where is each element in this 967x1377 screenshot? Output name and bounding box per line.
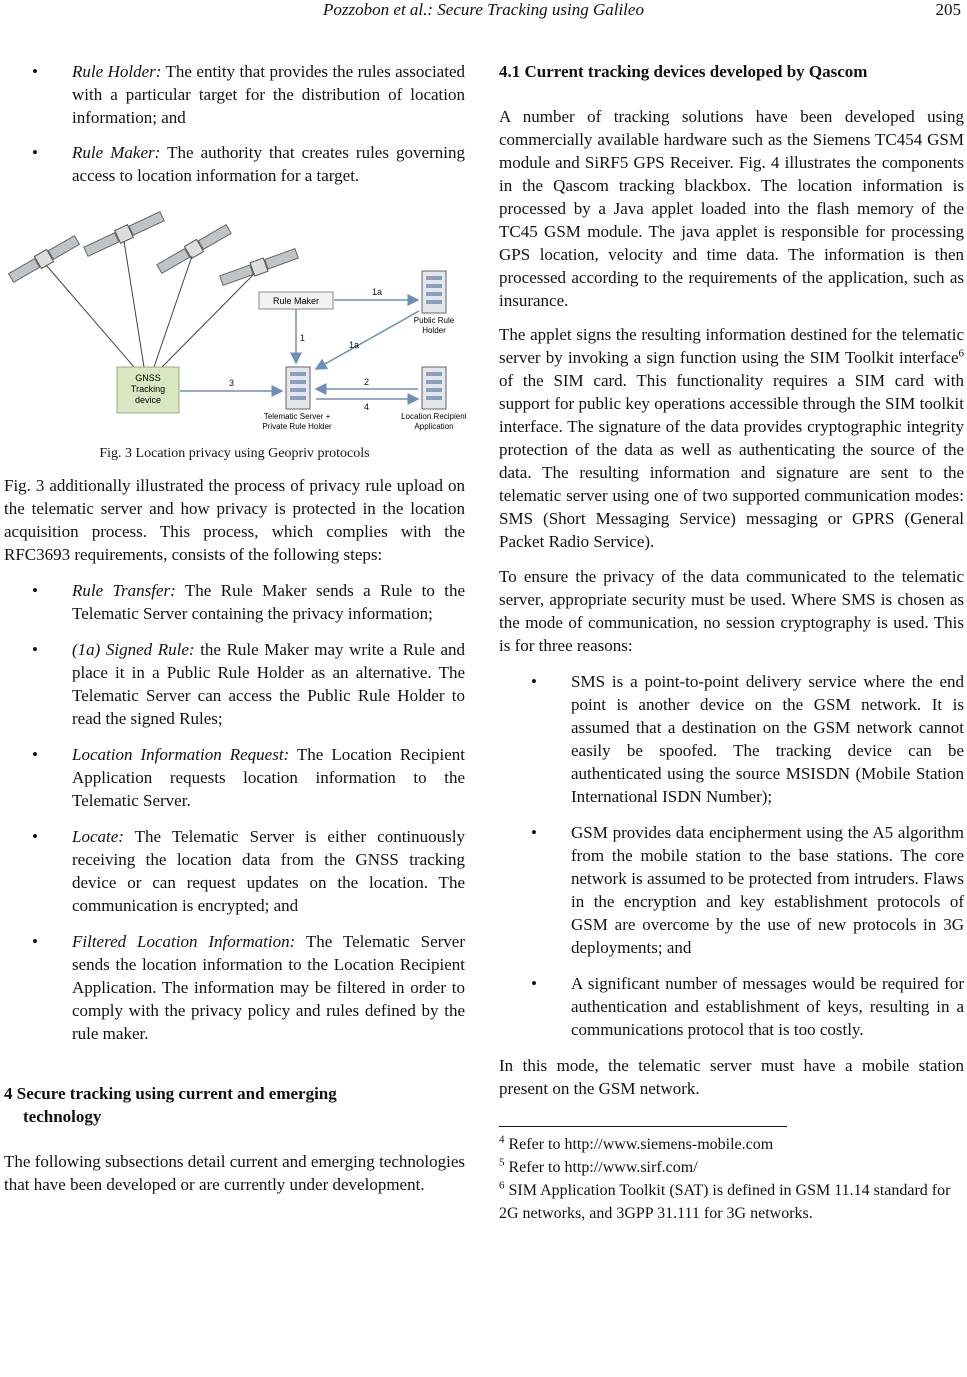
paragraph: To ensure the privacy of the data communicated to the telematic server, appropriate security must be used. Where SMS is chosen as the mode of communication, no session cryptography is used. This is for three reasons: <box>499 567 964 655</box>
gnss-label: device <box>134 395 162 405</box>
term: Rule Holder: <box>72 62 162 81</box>
arrow-label: 1a <box>372 287 383 297</box>
recipient-label: Location Recipient <box>401 412 466 421</box>
footnote-text: SIM Application Toolkit (SAT) is defined in GSM 11.14 standard for 2G networks, and 3GPP 31.111 for 3G networks. <box>499 1182 951 1222</box>
steps-list <box>4 579 465 1045</box>
right-column <box>499 60 964 1225</box>
server-icon <box>422 271 446 313</box>
satellite-icon <box>156 223 232 275</box>
arrow-label: 4 <box>364 402 370 412</box>
bullet-icon: • <box>32 932 38 951</box>
public-holder-label: Public Rule <box>413 316 455 325</box>
paragraph: Fig. 3 additionally illustrated the process of privacy rule upload on the telematic server and how privacy is protected in the location acquisition process. This process, which complies with the RFC3693 requirements, consists of the following steps: <box>4 476 465 564</box>
page-number: 205 <box>935 0 961 19</box>
footnote <box>499 1179 964 1225</box>
rule-maker-label: Rule Maker <box>272 296 320 306</box>
paragraph: In this mode, the telematic server must have a mobile station present on the GSM network. <box>499 1056 964 1098</box>
list-item <box>4 930 465 1045</box>
running-header <box>0 0 967 22</box>
definition: The Location Recipient Application requests location information to the Telematic Server. <box>72 745 465 810</box>
list-item <box>4 579 465 625</box>
recipient-label: Application <box>414 422 454 431</box>
running-title: Pozzobon et al.: Secure Tracking using Galileo <box>323 0 644 19</box>
figure-3-diagram <box>4 199 466 439</box>
arrow-label: 3 <box>229 378 235 388</box>
paragraph <box>499 323 964 553</box>
list-item <box>499 670 964 808</box>
footnote <box>499 1156 964 1179</box>
list-item <box>4 743 465 812</box>
definition: The entity that provides the rules associated with a particular target for the distribution of location information; and <box>72 62 465 127</box>
satellite-icon <box>8 234 81 284</box>
footnote-ref: 6 <box>958 347 964 360</box>
term: Filtered Location Information: <box>72 932 296 951</box>
arrow-label: 1a <box>349 340 360 350</box>
list-item-text: SMS is a point-to-point delivery service where the end point is another device on the GSM network. It is assumed that a destination on the GSM network cannot easily be spoofed. The tracking device can be authenticated using the source MSISDN (Mobile Station International ISDN Number); <box>571 672 964 806</box>
bullet-icon: • <box>32 827 38 846</box>
footnote <box>499 1133 964 1156</box>
left-column <box>4 60 465 1196</box>
footnote-number: 6 <box>499 1179 505 1192</box>
definition: the Rule Maker may write a Rule and place it in a Public Rule Holder as an alternative. The Telematic Server can access the Public Rule Holder to read the signed Rules; <box>72 640 466 728</box>
geopriv-diagram <box>4 199 466 439</box>
term: Rule Transfer: <box>72 581 176 600</box>
definition: The Telematic Server sends the location information to the Location Recipient Application. The information may be filtered in order to comply with the privacy policy and rules defined by the rule maker. <box>72 932 465 1043</box>
signal-lines <box>46 241 254 367</box>
paragraph: A number of tracking solutions have been developed using commercially available hardware such as the Siemens TC454 GSM module and SiRF5 GPS Receiver. Fig. 4 illustrates the components in the Qascom tracking blackbox. The location information is processed by a Java applet loaded into the flash memory of the TC45 GSM module. The java applet is responsible for processing GPS location, velocity and time data. The information is then processed according to the requirements of the application, such as insurance. <box>499 107 964 310</box>
definition: The Telematic Server is either continuously receiving the location data from the GNSS tracking device or can request updates on the location. The communication is encrypted; and <box>72 827 465 915</box>
footnote-text: Refer to http://www.sirf.com/ <box>504 1159 698 1176</box>
public-holder-label: Holder <box>422 326 446 335</box>
server-icon <box>422 367 446 409</box>
telematic-label: Telematic Server + <box>263 412 331 421</box>
list-item <box>4 60 465 129</box>
satellite-icon <box>219 247 299 288</box>
arrow-label: 1 <box>300 333 306 343</box>
satellite-icon <box>83 210 165 258</box>
list-item <box>4 141 465 187</box>
telematic-label: Private Rule Holder <box>262 422 332 431</box>
list-item <box>4 825 465 917</box>
term: Locate: <box>72 827 124 846</box>
bullet-icon: • <box>32 640 38 659</box>
term: Location Information Request: <box>72 745 290 764</box>
term: Rule Maker: <box>72 143 161 162</box>
arrow-label: 2 <box>364 377 370 387</box>
paragraph: The following subsections detail current and emerging technologies that have been developed or are currently under development. <box>4 1152 465 1194</box>
definition: The Rule Maker sends a Rule to the Telematic Server containing the privacy information; <box>72 581 465 623</box>
list-item <box>499 972 964 1041</box>
bullet-icon: • <box>531 672 537 691</box>
bullet-icon: • <box>32 62 38 81</box>
definition: The authority that creates rules governing access to location information for a target. <box>72 143 465 185</box>
footnote-divider <box>499 1126 787 1127</box>
list-item <box>499 821 964 959</box>
bullet-icon: • <box>32 581 38 600</box>
list-item <box>4 638 465 730</box>
footnote-text: Refer to http://www.siemens-mobile.com <box>504 1136 774 1153</box>
footnotes <box>499 1133 964 1225</box>
bullet-icon: • <box>531 823 537 842</box>
term: (1a) Signed Rule: <box>72 640 195 659</box>
server-icon <box>286 367 310 409</box>
gnss-label: Tracking <box>130 384 166 394</box>
footnote-number: 5 <box>499 1156 505 1169</box>
bullet-icon: • <box>32 745 38 764</box>
roles-list <box>4 60 465 187</box>
reasons-list <box>499 670 964 1041</box>
bullet-icon: • <box>531 974 537 993</box>
list-item-text: GSM provides data encipherment using the A5 algorithm from the mobile station to the base stations. The core network is assumed to be protected from intruders. Flaws in the encryption and key establishment protocols of GSM are overcome by the use of new protocols in 3G deployments; and <box>571 823 964 957</box>
paragraph-text: of the SIM card. This functionality requires a SIM card with support for public key operations accessible through the SIM toolkit interface. The signature of the data provides cryptographic integrity protection of the data as well as authenticating the source of the data. The resulting information and signature are sent to the telematic server using one of two supported communication modes: SMS (Short Messaging Service) messaging or GPRS (General Packet Radio Service). <box>499 371 964 551</box>
figure-caption: Fig. 3 Location privacy using Geopriv protocols <box>99 446 370 461</box>
section-heading-line: 4 Secure tracking using current and emerging <box>4 1084 337 1103</box>
paragraph-text: The applet signs the resulting information destined for the telematic server by invoking a sign function using the SIM Toolkit interface <box>499 325 964 367</box>
footnote-number: 4 <box>499 1133 505 1146</box>
list-item-text: A significant number of messages would be required for authentication and establishment of keys, resulting in a communications protocol that is too costly. <box>571 974 964 1039</box>
subsection-heading: 4.1 Current tracking devices developed by Qascom <box>499 62 868 81</box>
section-heading <box>4 1082 465 1128</box>
gnss-label: GNSS <box>135 373 161 383</box>
section-heading-line: technology <box>23 1107 102 1126</box>
bullet-icon: • <box>32 143 38 162</box>
